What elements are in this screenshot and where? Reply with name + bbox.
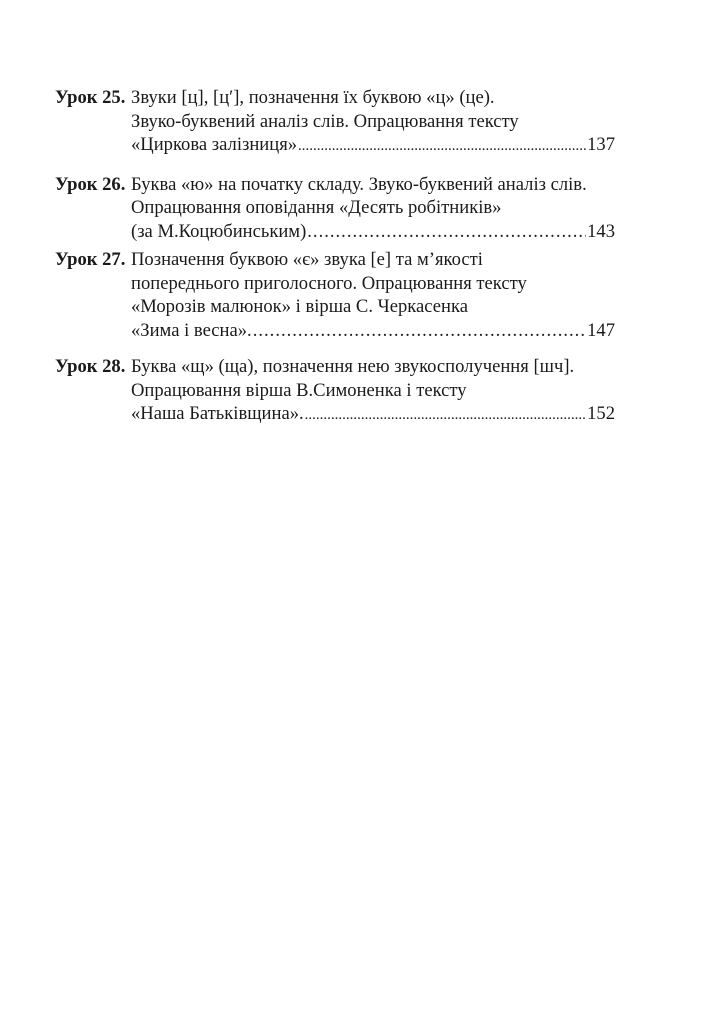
toc-entry-lesson-27	[55, 248, 615, 342]
table-of-contents	[55, 86, 615, 428]
entry-text-line: Позначення буквою «є» звука [е] та м’якості	[131, 249, 483, 270]
entry-last-line	[131, 402, 615, 428]
entry-text-line: Звуки [ц], [ц′], позначення їх буквою «ц» (це).	[131, 87, 495, 108]
entry-text-line: «Циркова залізниця»	[131, 134, 298, 155]
entry-last-line	[131, 220, 615, 244]
lesson-label: Урок 25.	[55, 87, 126, 108]
dot-leader	[253, 319, 586, 343]
dot-leader	[307, 220, 586, 244]
entry-text-line: «Зима і весна».	[131, 319, 252, 341]
dot-leader	[298, 135, 586, 159]
dot-leader	[305, 404, 586, 428]
entry-text-line: (за М.Коцюбинським)	[131, 220, 307, 242]
entry-text-line: Буква «щ» (ща), позначення нею звукосполучення [шч].	[131, 356, 575, 377]
entry-text-line: попереднього приголосного. Опрацювання тексту	[131, 272, 527, 294]
entry-text-line: «Наша Батьківщина».	[131, 403, 304, 424]
page-number: 143	[587, 220, 615, 242]
entry-last-line	[131, 133, 615, 159]
toc-entry-lesson-26	[55, 173, 615, 244]
entry-text-line: Звуко-буквений аналіз слів. Опрацювання тексту	[131, 110, 519, 132]
entry-text-line: «Морозів малюнок» і вірша С. Черкасенка	[131, 296, 468, 317]
entry-last-line	[131, 319, 615, 343]
lesson-label: Урок 26.	[55, 173, 126, 195]
toc-entry-lesson-25	[55, 86, 615, 159]
lesson-label: Урок 27.	[55, 249, 126, 270]
toc-entry-lesson-28	[55, 355, 615, 428]
page-number: 137	[587, 134, 615, 155]
entry-text-line: Буква «ю» на початку складу. Звуко-буквений аналіз слів.	[131, 173, 587, 195]
page-number: 147	[587, 319, 615, 341]
entry-text-line: Опрацювання вірша В.Симоненка і тексту	[131, 379, 467, 401]
lesson-label: Урок 28.	[55, 356, 126, 377]
page-number: 152	[587, 403, 615, 424]
entry-text-line: Опрацювання оповідання «Десять робітників»	[131, 197, 502, 218]
